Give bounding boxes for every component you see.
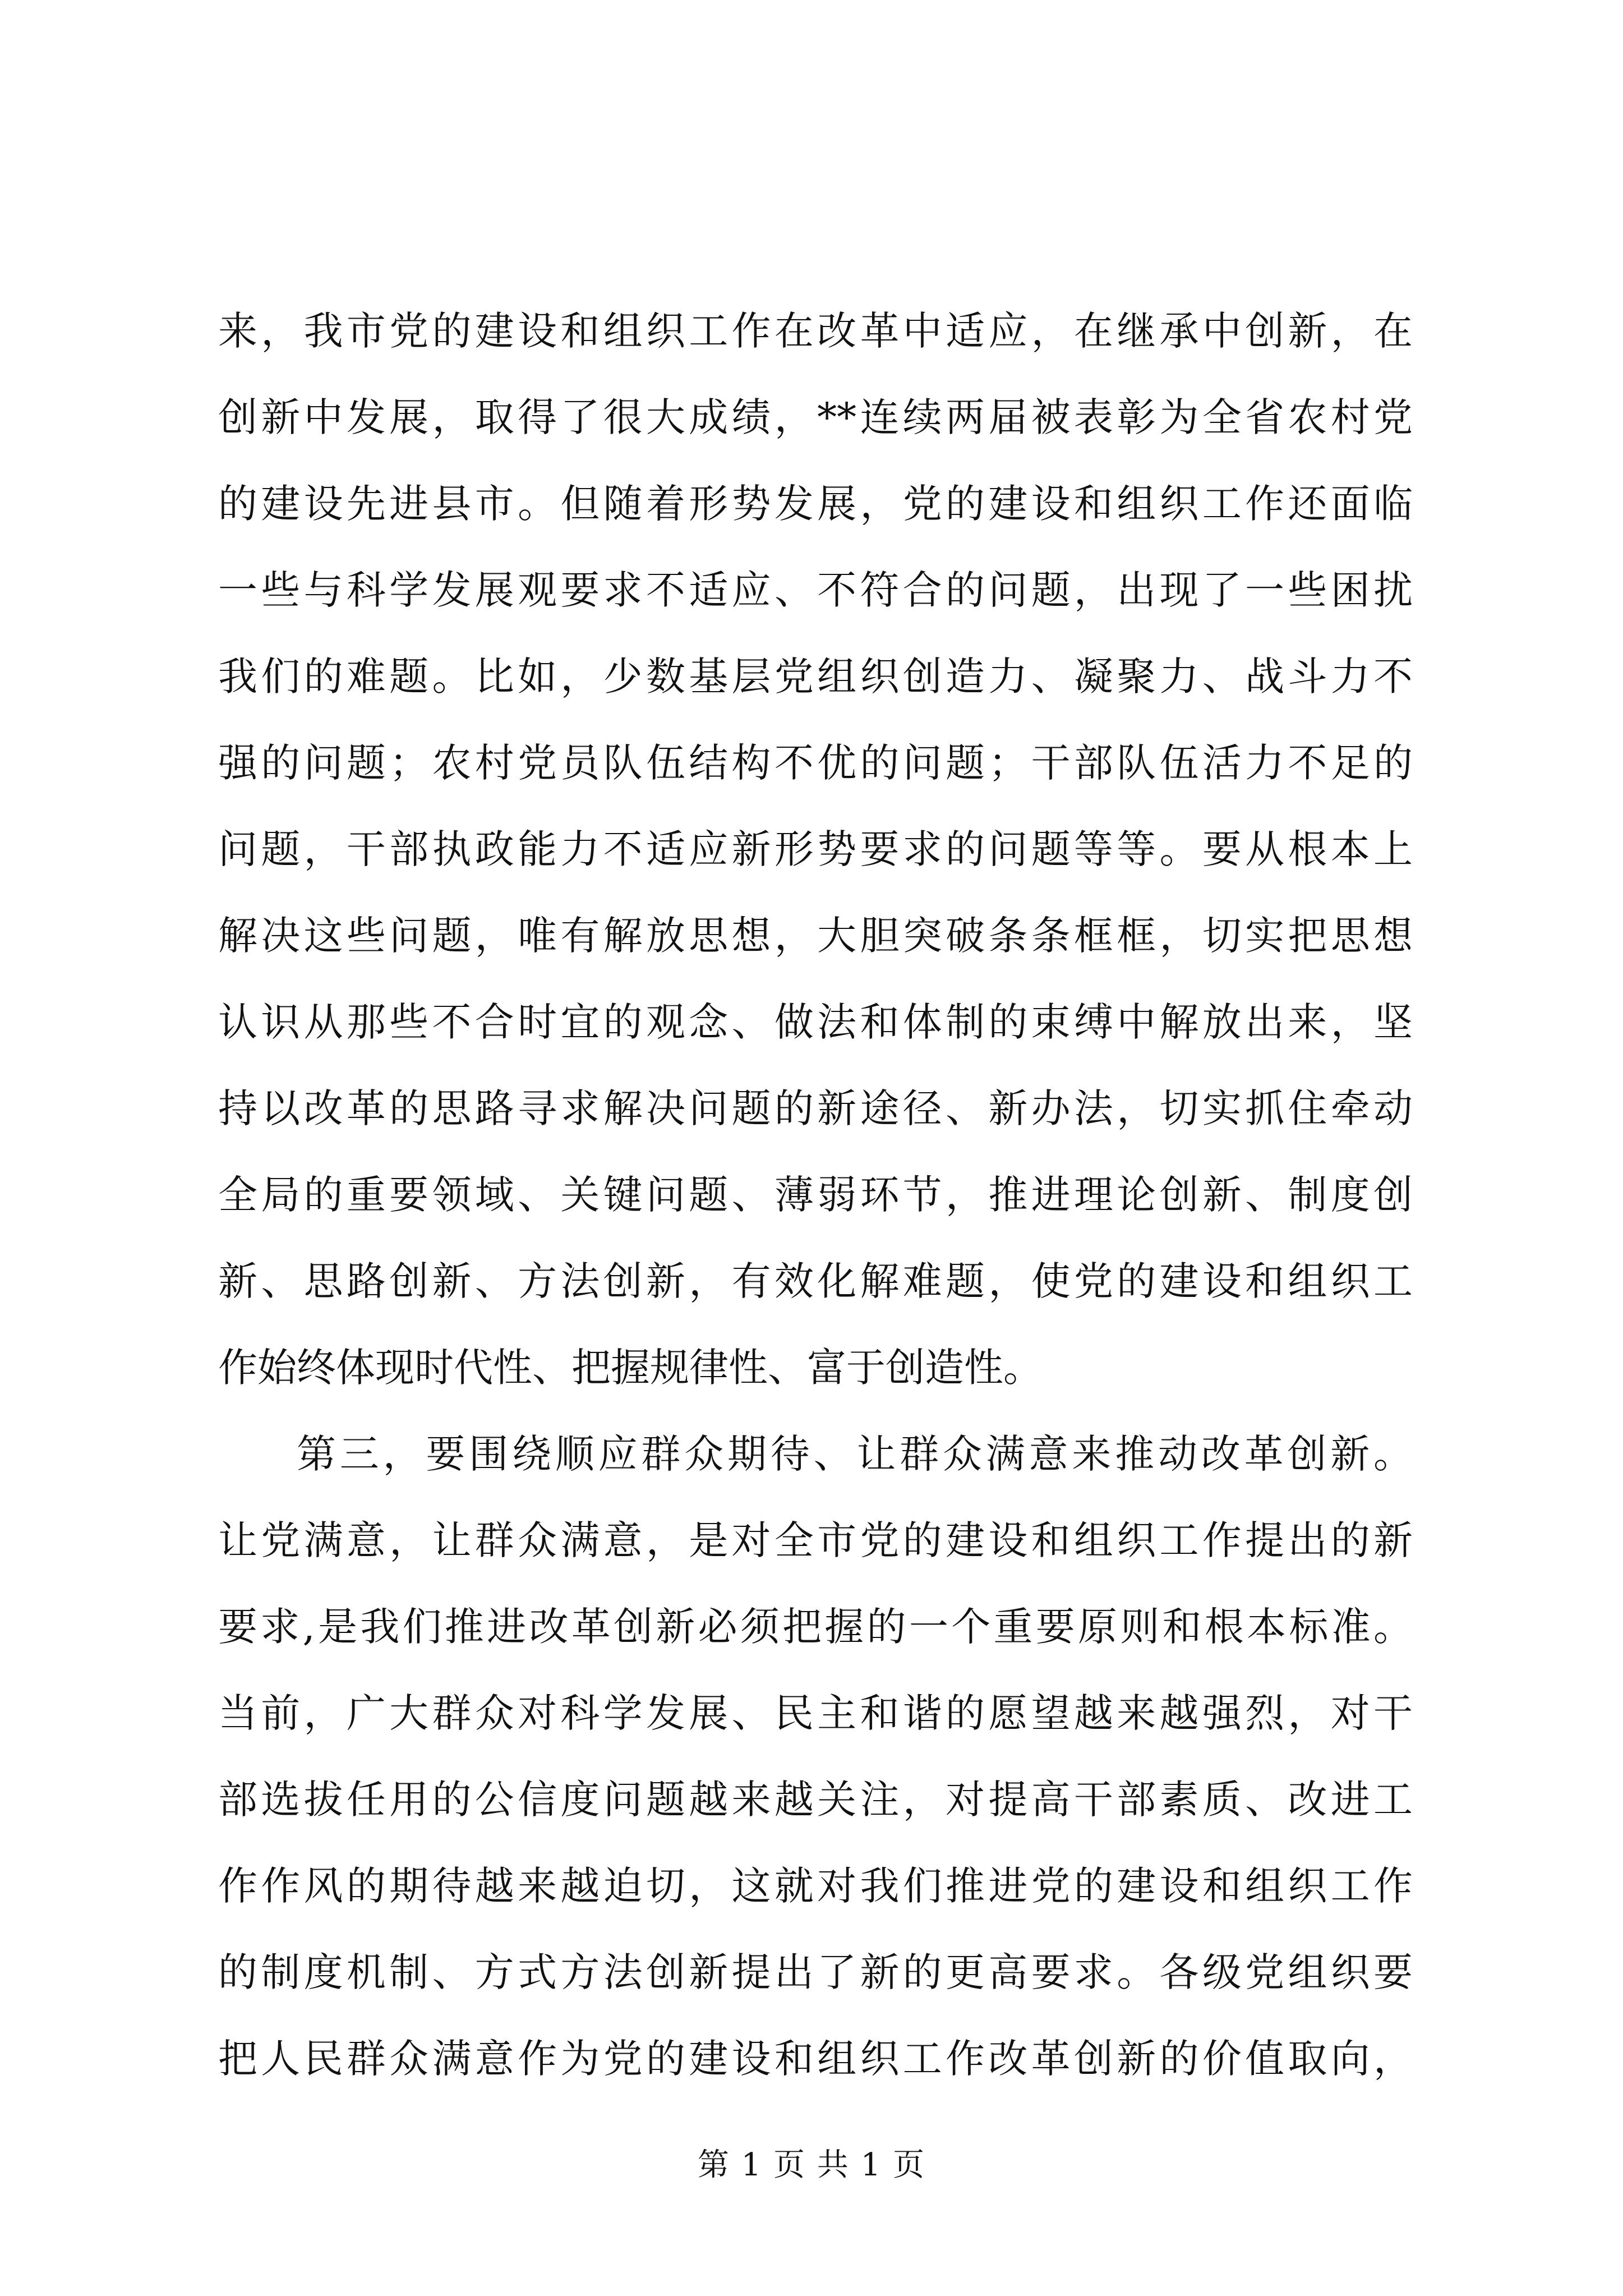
text-line: 创新中发展，取得了很大成绩，**连续两届被表彰为全省农村党 xyxy=(218,394,1413,440)
text-line: 一些与科学发展观要求不适应、不符合的问题，出现了一些困扰 xyxy=(218,567,1413,613)
text-line: 部选拔任用的公信度问题越来越关注，对提高干部素质、改进工 xyxy=(218,1777,1413,1823)
text-line: 的制度机制、方式方法创新提出了新的更高要求。各级党组织要 xyxy=(218,1949,1413,1995)
text-line: 问题，干部执政能力不适应新形势要求的问题等等。要从根本上 xyxy=(218,826,1413,872)
text-line: 全局的重要领域、关键问题、薄弱环节，推进理论创新、制度创 xyxy=(218,1172,1413,1218)
text-line: 当前，广大群众对科学发展、民主和谐的愿望越来越强烈，对干 xyxy=(218,1690,1413,1736)
text-line: 我们的难题。比如，少数基层党组织创造力、凝聚力、战斗力不 xyxy=(218,654,1413,700)
text-line: 解决这些问题，唯有解放思想，大胆突破条条框框，切实把思想 xyxy=(218,913,1413,959)
paragraph-first-line: 第三，要围绕顺应群众期待、让群众满意来推动改革创新。 xyxy=(297,1431,1413,1477)
text-line: 认识从那些不合时宜的观念、做法和体制的束缚中解放出来，坚 xyxy=(218,999,1413,1045)
text-line: 作始终体现时代性、把握规律性、富于创造性。 xyxy=(218,1345,1043,1391)
text-line: 要求,是我们推进改革创新必须把握的一个重要原则和根本标准。 xyxy=(218,1604,1413,1650)
text-line: 让党满意，让群众满意，是对全市党的建设和组织工作提出的新 xyxy=(218,1517,1413,1563)
text-line: 作作风的期待越来越迫切，这就对我们推进党的建设和组织工作 xyxy=(218,1863,1413,1909)
page-footer: 第 1 页 共 1 页 xyxy=(697,2147,926,2183)
text-line: 把人民群众满意作为党的建设和组织工作改革创新的价值取向， xyxy=(218,2036,1413,2082)
document-body xyxy=(218,292,1413,2106)
text-line: 来，我市党的建设和组织工作在改革中适应，在继承中创新，在 xyxy=(218,308,1413,354)
text-line: 强的问题；农村党员队伍结构不优的问题；干部队伍活力不足的 xyxy=(218,740,1413,786)
text-line: 的建设先进县市。但随着形势发展，党的建设和组织工作还面临 xyxy=(218,481,1413,527)
text-line: 新、思路创新、方法创新，有效化解难题，使党的建设和组织工 xyxy=(218,1258,1413,1304)
text-line: 持以改革的思路寻求解决问题的新途径、新办法，切实抓住牵动 xyxy=(218,1085,1413,1131)
